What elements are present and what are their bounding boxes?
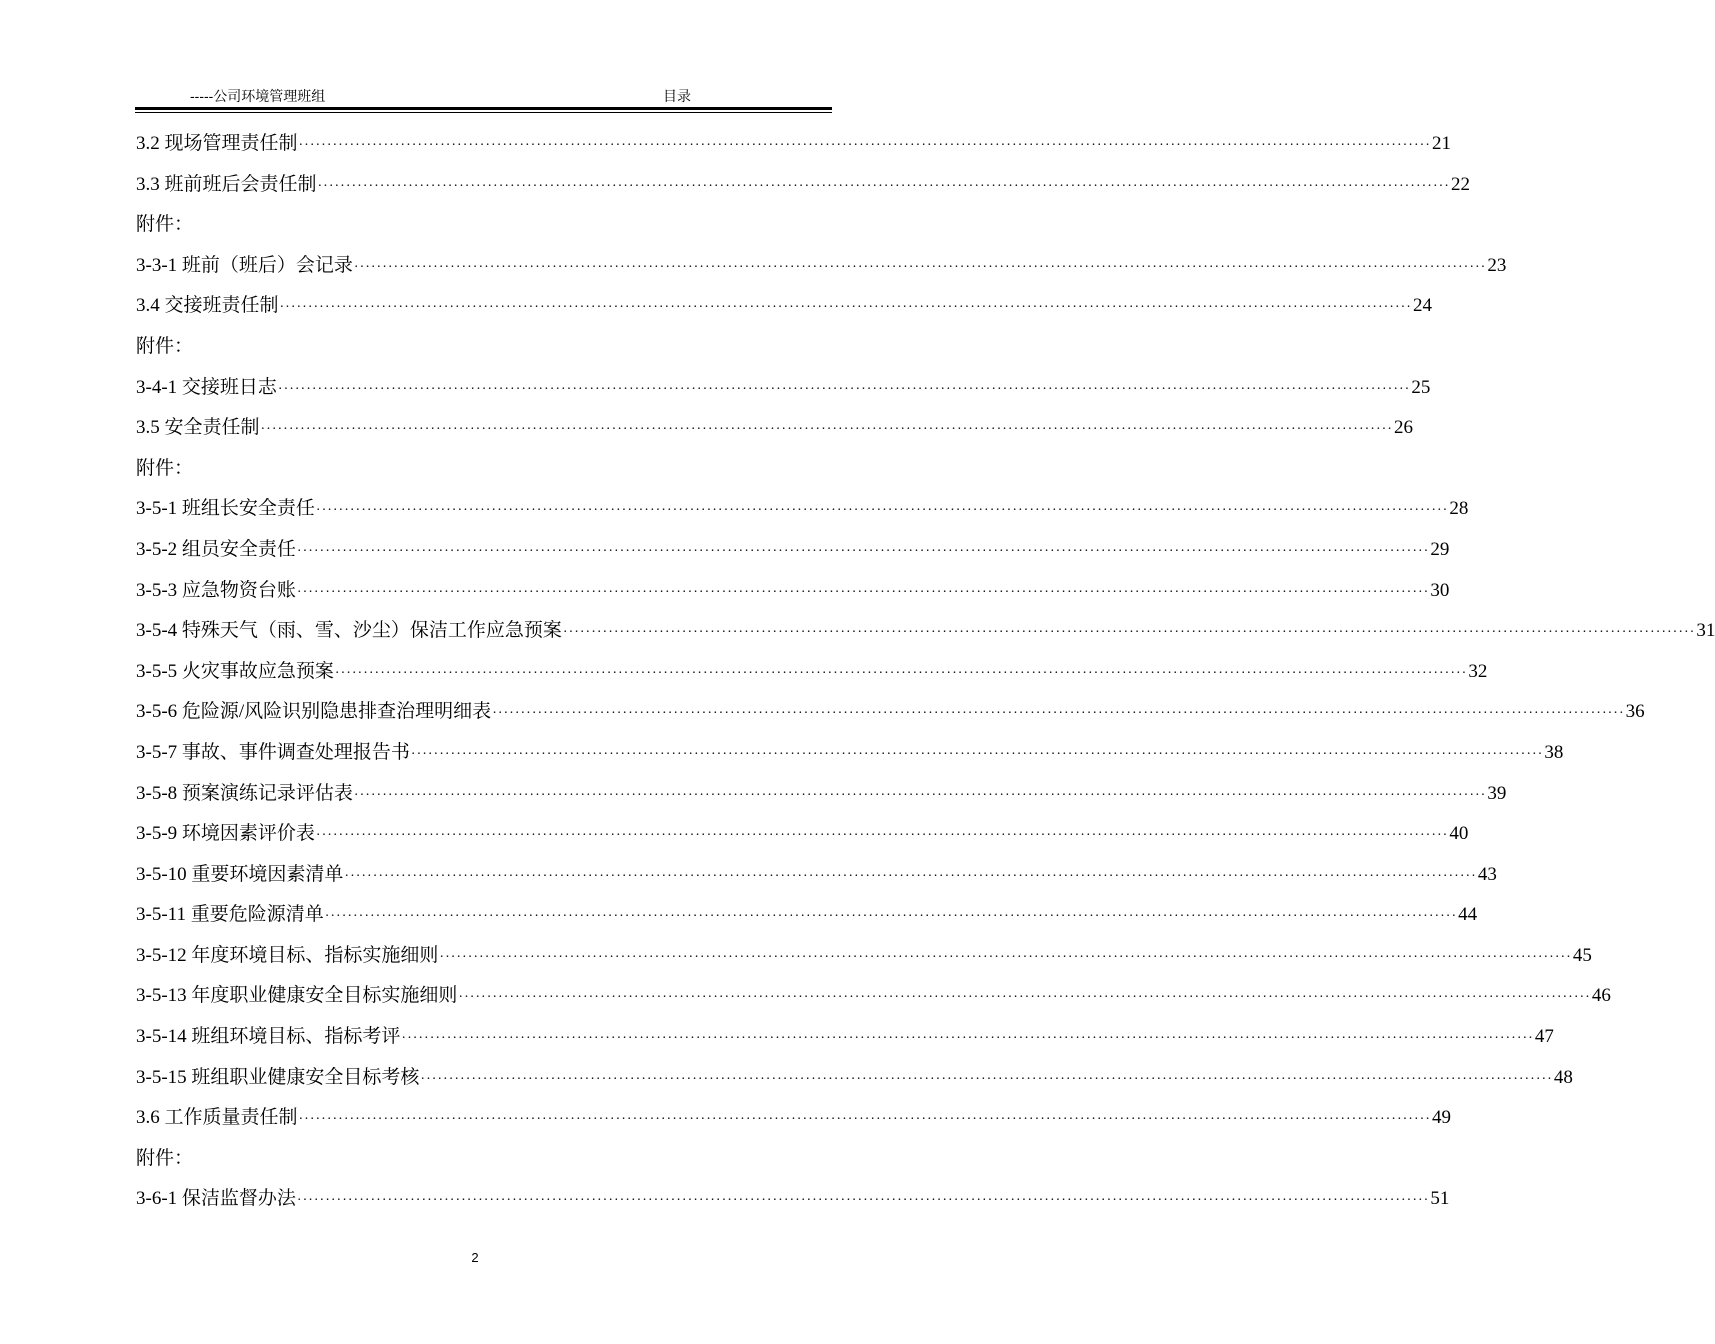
- toc-dot-leader: ········································································································································································································: [492, 706, 1625, 722]
- toc-entry-page: 36: [1625, 701, 1645, 723]
- toc-entry-title: 3-5-8 预案演练记录评估表: [136, 782, 353, 804]
- page-number: 2: [471, 1250, 479, 1265]
- toc-entry-title: 3-5-14 班组环境目标、指标考评: [136, 1026, 401, 1048]
- toc-entry-page: 44: [1458, 904, 1478, 926]
- toc-entry-title: 3.6 工作质量责任制: [136, 1107, 298, 1129]
- header-section-title: 目录: [663, 88, 691, 104]
- toc-entry: [136, 165, 1470, 206]
- toc-entry-title: 3.4 交接班责任制: [136, 295, 279, 317]
- toc-dot-leader: ········································································································································································································: [458, 990, 1591, 1006]
- toc-dot-leader: ········································································································································································································: [344, 868, 1477, 884]
- toc-entry-title: 3-5-4 特殊天气（雨、雪、沙尘）保洁工作应急预案: [136, 620, 562, 642]
- toc-entry: [136, 489, 1469, 530]
- toc-entry-title: 3-5-10 重要环境因素清单: [136, 863, 344, 885]
- toc-entry-title: 3-5-2 组员安全责任: [136, 538, 296, 560]
- header-rule-thin: [135, 112, 832, 113]
- toc-entry: [136, 530, 1450, 571]
- toc-entry: [136, 368, 1431, 409]
- toc-entry-title: 3-5-12 年度环境目标、指标实施细则: [136, 944, 439, 966]
- toc-dot-leader: ········································································································································································································: [353, 787, 1487, 803]
- header-company-title: -----公司环境管理班组: [190, 88, 326, 104]
- toc-entry-page: 22: [1450, 173, 1470, 195]
- toc-entry: [136, 571, 1450, 612]
- toc-entry-title: 3-3-1 班前（班后）会记录: [136, 254, 353, 276]
- toc-dot-leader: ········································································································································································································: [334, 665, 1468, 681]
- toc-entry-title: 3-5-1 班组长安全责任: [136, 498, 315, 520]
- toc-entry-page: 43: [1477, 863, 1497, 885]
- page-header: [135, 86, 832, 106]
- toc-entry: [136, 774, 1507, 815]
- toc-entry-page: 24: [1412, 295, 1432, 317]
- toc-entry-title: 3-5-15 班组职业健康安全目标考核: [136, 1066, 420, 1088]
- toc-dot-leader: ········································································································································································································: [401, 1031, 1534, 1047]
- toc-entry-page: 45: [1572, 944, 1592, 966]
- toc-entry: [136, 286, 1432, 327]
- toc-entry-title: 3-5-6 危险源/风险识别隐患排查治理明细表: [136, 701, 492, 723]
- toc-entry-title: 3-6-1 保洁监督办法: [136, 1188, 296, 1210]
- toc-entry-title: 3-5-13 年度职业健康安全目标实施细则: [136, 985, 458, 1007]
- toc-entry-title: 3.3 班前班后会责任制: [136, 173, 317, 195]
- toc-entry-page: 30: [1430, 579, 1450, 601]
- toc-dot-leader: ········································································································································································································: [298, 138, 1431, 153]
- toc-entry-title: 3-5-9 环境因素评价表: [136, 823, 315, 845]
- toc-entry-title: 附件：: [136, 457, 194, 479]
- toc-entry-page: 26: [1393, 417, 1413, 439]
- toc-entry-page: 38: [1544, 741, 1564, 763]
- toc-entry-page: 39: [1487, 782, 1507, 804]
- toc-dot-leader: ········································································································································································································: [260, 422, 1393, 438]
- toc-entry-page: 48: [1553, 1066, 1573, 1088]
- toc-entry: [136, 814, 1469, 855]
- toc-entry-title: 3-5-5 火灾事故应急预案: [136, 660, 334, 682]
- toc-dot-leader: ········································································································································································································: [562, 625, 1696, 641]
- toc-entry-title: 附件：: [136, 1147, 194, 1169]
- toc-entry: [136, 1058, 1573, 1099]
- toc-entry: [136, 408, 1413, 449]
- toc-entry-title: 3-5-7 事故、事件调查处理报告书: [136, 741, 410, 763]
- toc-dot-leader: ········································································································································································································: [317, 178, 1450, 194]
- toc-entry-page: 21: [1431, 133, 1451, 154]
- toc-dot-leader: ········································································································································································································: [279, 300, 1412, 316]
- toc-entry: [136, 124, 1451, 165]
- toc-entry-page: 23: [1487, 254, 1507, 276]
- table-of-contents: [136, 124, 1715, 1220]
- toc-entry: [136, 936, 1592, 977]
- toc-dot-leader: ········································································································································································································: [296, 584, 1430, 600]
- toc-attachment-heading: [136, 327, 829, 368]
- toc-entry-page: 32: [1468, 660, 1488, 682]
- toc-entry-title: 3-5-3 应急物资台账: [136, 579, 296, 601]
- toc-dot-leader: ········································································································································································································: [439, 949, 1572, 965]
- toc-entry-page: 29: [1430, 538, 1450, 560]
- toc-entry: [136, 1098, 1451, 1139]
- toc-dot-leader: ········································································································································································································: [420, 1071, 1553, 1087]
- toc-attachment-heading: [136, 205, 829, 246]
- toc-entry-title: 3.5 安全责任制: [136, 417, 260, 439]
- toc-entry: [136, 692, 1645, 733]
- toc-dot-leader: ········································································································································································································: [277, 381, 1411, 397]
- toc-entry: [136, 855, 1497, 896]
- toc-attachment-heading: [136, 1139, 829, 1180]
- toc-attachment-heading: [136, 449, 829, 490]
- toc-entry-page: 47: [1534, 1026, 1554, 1048]
- toc-dot-leader: ········································································································································································································: [315, 503, 1449, 519]
- toc-dot-leader: ········································································································································································································: [315, 828, 1449, 844]
- toc-dot-leader: ········································································································································································································: [410, 746, 1544, 762]
- toc-entry-title: 附件：: [136, 214, 194, 236]
- toc-entry: [136, 246, 1507, 287]
- toc-entry-page: 28: [1449, 498, 1469, 520]
- toc-entry-title: 3.2 现场管理责任制: [136, 133, 298, 154]
- toc-entry-title: 附件：: [136, 335, 194, 357]
- toc-entry: [136, 1017, 1554, 1058]
- toc-entry-page: 46: [1591, 985, 1611, 1007]
- toc-entry: [136, 976, 1611, 1017]
- toc-dot-leader: ········································································································································································································: [296, 543, 1430, 559]
- toc-dot-leader: ········································································································································································································: [296, 1193, 1430, 1209]
- toc-entry-page: 25: [1411, 376, 1431, 398]
- toc-entry: [136, 652, 1488, 693]
- toc-entry-page: 40: [1449, 823, 1469, 845]
- toc-entry: [136, 611, 1715, 652]
- toc-entry-title: 3-5-11 重要危险源清单: [136, 904, 324, 926]
- toc-entry: [136, 895, 1478, 936]
- toc-entry: [136, 1179, 1450, 1220]
- toc-dot-leader: ········································································································································································································: [353, 259, 1487, 275]
- toc-entry-title: 3-4-1 交接班日志: [136, 376, 277, 398]
- toc-entry-page: 49: [1431, 1107, 1451, 1129]
- toc-dot-leader: ········································································································································································································: [324, 909, 1458, 925]
- toc-entry-page: 51: [1430, 1188, 1450, 1210]
- header-rule-thick: [135, 107, 832, 110]
- toc-dot-leader: ········································································································································································································: [298, 1112, 1431, 1128]
- toc-entry-page: 31: [1696, 620, 1715, 642]
- toc-entry: [136, 733, 1564, 774]
